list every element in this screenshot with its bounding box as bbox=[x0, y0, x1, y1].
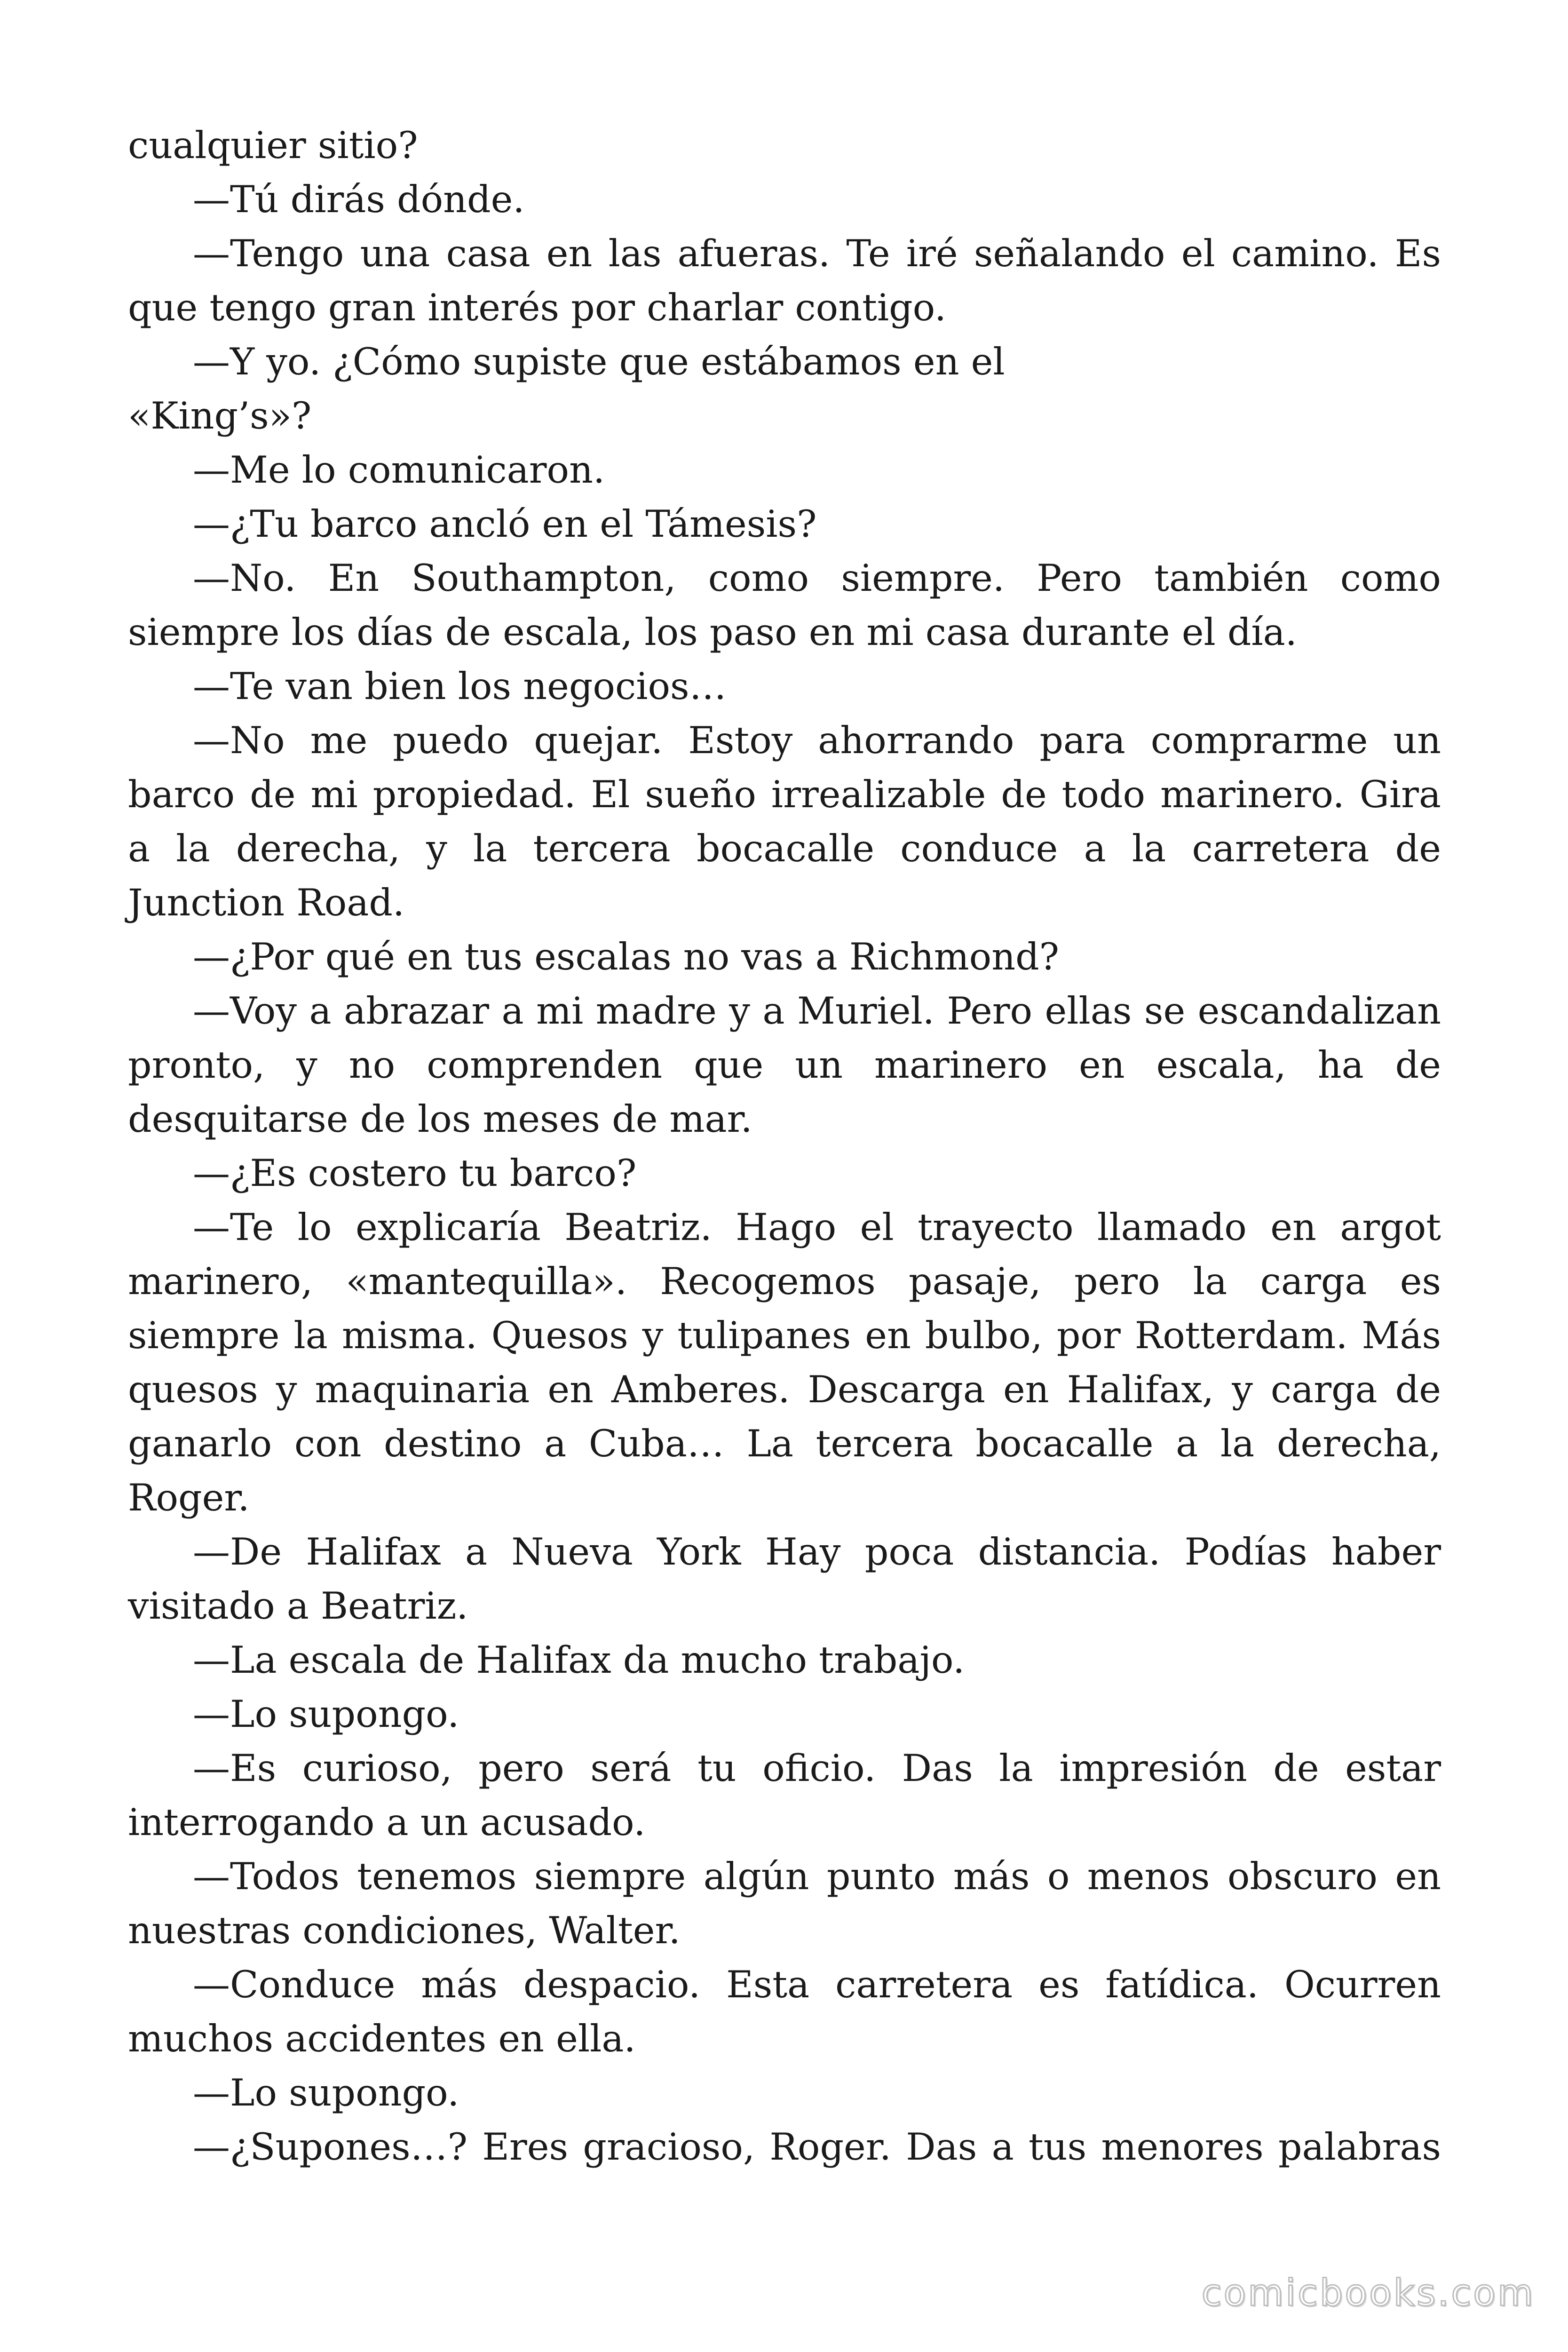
body-text bbox=[128, 119, 1441, 2174]
paragraph: —Lo supongo. bbox=[193, 1692, 459, 1736]
paragraph: «King’s»? bbox=[128, 394, 312, 437]
paragraph: —Todos tenemos siempre algún punto más o menos obscuro en nuestras condiciones, Walter. bbox=[128, 1855, 1441, 1952]
paragraph: —¿Supones…? Eres gracioso, Roger. Das a tus menores palabras bbox=[193, 2125, 1441, 2169]
paragraph: —No me puedo quejar. Estoy ahorrando para comprarme un barco de mi propiedad. El sueño irrealizable de todo marinero. Gira a la derecha, y la tercera bocacalle conduce a la carretera de Junction Road. bbox=[128, 719, 1441, 924]
paragraph: cualquier sitio? bbox=[128, 124, 418, 167]
paragraph: —Es curioso, pero será tu oficio. Das la impresión de estar interrogando a un acusado. bbox=[128, 1747, 1441, 1844]
paragraph: —Y yo. ¿Cómo supiste que estábamos en el bbox=[193, 340, 1005, 383]
paragraph: —Te van bien los negocios… bbox=[193, 665, 727, 708]
paragraph: —Te lo explicaría Beatriz. Hago el trayecto llamado en argot marinero, «mantequilla». Recogemos pasaje, pero la carga es siempre la misma. Quesos y tulipanes en bulbo, por Rotterdam. Más quesos y maquinaria en Amberes. Descarga en Halifax, y carga de ganarlo con destino a Cuba… La tercera bocacalle a la derecha, Roger. bbox=[128, 1206, 1441, 1519]
watermark: comicbooks.com bbox=[1201, 2272, 1535, 2314]
paragraph: —¿Por qué en tus escalas no vas a Richmond? bbox=[193, 935, 1060, 978]
paragraph: —No. En Southampton, como siempre. Pero también como siempre los días de escala, los paso en mi casa durante el día. bbox=[128, 556, 1441, 654]
paragraph: —De Halifax a Nueva York Hay poca distancia. Podías haber visitado a Beatriz. bbox=[128, 1530, 1441, 1628]
paragraph: —¿Tu barco ancló en el Támesis? bbox=[193, 502, 817, 546]
paragraph: —La escala de Halifax da mucho trabajo. bbox=[193, 1638, 965, 1682]
paragraph: —Conduce más despacio. Esta carretera es fatídica. Ocurren muchos accidentes en ella. bbox=[128, 1963, 1441, 2060]
paragraph: —Voy a abrazar a mi madre y a Muriel. Pero ellas se escandalizan pronto, y no comprenden que un marinero en escala, ha de desquitarse de los meses de mar. bbox=[128, 989, 1441, 1141]
paragraph: —¿Es costero tu barco? bbox=[193, 1152, 637, 1195]
paragraph: —Me lo comunicaron. bbox=[193, 448, 605, 492]
paragraph: —Tengo una casa en las afueras. Te iré señalando el camino. Es que tengo gran interés por charlar contigo. bbox=[128, 232, 1441, 329]
paragraph: —Lo supongo. bbox=[193, 2071, 459, 2114]
paragraph: —Tú dirás dónde. bbox=[193, 178, 525, 221]
